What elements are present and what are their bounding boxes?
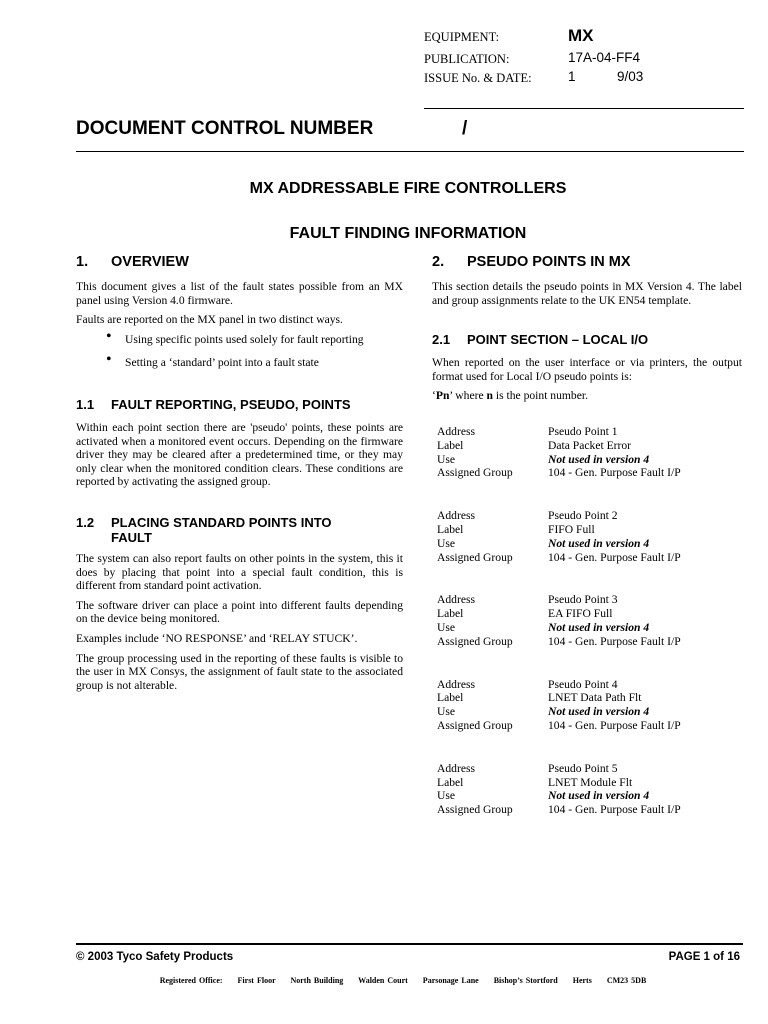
- field-label: Label: [437, 438, 464, 452]
- footer-copyright: © 2003 Tyco Safety Products: [76, 951, 234, 963]
- table-row: [432, 509, 681, 523]
- publication-label: PUBLICATION:: [424, 52, 510, 66]
- field-value: LNET Module Flt: [548, 775, 633, 789]
- table-row: [432, 537, 681, 551]
- field-label: Assigned Group: [437, 550, 513, 564]
- field-value: 104 - Gen. Purpose Fault I/P: [548, 718, 681, 732]
- field-label: Label: [437, 775, 464, 789]
- field-value: Pseudo Point 3: [548, 593, 618, 607]
- field-label: Use: [437, 705, 456, 719]
- pseudo-point-table: [432, 425, 681, 480]
- overview-paragraph-1: This document gives a list of the fault states possible from an MX panel using Version 4.0 firmware.: [76, 280, 403, 307]
- output-format-line: [432, 389, 742, 403]
- section-number: 1.: [76, 254, 89, 270]
- bullet-icon: •: [106, 327, 112, 345]
- table-row: [432, 551, 681, 565]
- section-number: 2.1: [432, 332, 451, 348]
- field-value: Not used in version 4: [548, 789, 650, 803]
- overview-heading: [76, 254, 403, 270]
- equipment-value: MX: [568, 26, 594, 45]
- field-value: Not used in version 4: [548, 620, 650, 634]
- field-label: Use: [437, 536, 456, 550]
- section-title: OVERVIEW: [111, 254, 189, 270]
- table-row: [432, 593, 681, 607]
- issue-number: 1: [568, 69, 576, 84]
- section-title: POINT SECTION – LOCAL I/O: [467, 332, 649, 348]
- issue-date: 9/03: [617, 69, 644, 84]
- table-row: [432, 803, 681, 817]
- bullet-icon: •: [106, 351, 112, 369]
- field-value: LNET Data Path Flt: [548, 691, 642, 705]
- table-row: [432, 635, 681, 649]
- field-label: Assigned Group: [437, 634, 513, 648]
- field-label: Label: [437, 607, 464, 621]
- table-row: [432, 523, 681, 537]
- format-code: Pn: [435, 389, 450, 403]
- field-value: Not used in version 4: [548, 536, 650, 550]
- footer-page-number: PAGE 1 of 16: [668, 951, 740, 963]
- document-control-slash: /: [462, 118, 468, 139]
- table-row: [432, 439, 681, 453]
- field-label: Address: [437, 677, 475, 691]
- format-variable: n: [486, 389, 493, 403]
- field-value: Pseudo Point 4: [548, 677, 618, 691]
- overview-section: [76, 254, 403, 370]
- field-label: Use: [437, 620, 456, 634]
- list-item: [76, 351, 403, 370]
- left-column: [76, 254, 403, 692]
- section-title: PSEUDO POINTS IN MX: [467, 254, 631, 270]
- fault-methods-list: [76, 327, 403, 370]
- section-1-2-paragraph-1: The system can also report faults on other points in the system, this it does by placing that point into a special fault condition, this is different from standard point activation.: [76, 551, 403, 593]
- table-row: [432, 621, 681, 635]
- table-row: [432, 453, 681, 467]
- table-row: [432, 719, 681, 733]
- section-2-1: [432, 332, 742, 403]
- section-1-1-paragraph: Within each point section there are 'pseudo' points, these points are activated when a monitored event occurs. Depending on the firmware driver they may be cleared after a predetermined time, or they may only clear when the monitored condition clears. These conditions are reported by activating the assigned group.: [76, 420, 403, 489]
- format-quote-open: ‘: [432, 389, 436, 403]
- header-rule: [424, 108, 744, 109]
- table-row: [432, 789, 681, 803]
- section-1-2-heading: [76, 515, 403, 545]
- field-value: 104 - Gen. Purpose Fault I/P: [548, 634, 681, 648]
- field-label: Label: [437, 691, 464, 705]
- format-text: is the point number.: [492, 389, 588, 403]
- field-value: FIFO Full: [548, 522, 595, 536]
- field-label: Address: [437, 424, 475, 438]
- document-control-number: DOCUMENT CONTROL NUMBER: [76, 118, 374, 139]
- pseudo-point-table: [432, 509, 681, 564]
- overview-paragraph-2: Faults are reported on the MX panel in two distinct ways.: [76, 313, 343, 327]
- section-1-1-heading: [76, 397, 403, 412]
- field-value: Not used in version 4: [548, 705, 650, 719]
- section-1-2-paragraph-4: The group processing used in the reporting of these faults is visible to the user in MX Consys, the assignment of fault state to the associated group is not alterable.: [76, 651, 403, 692]
- section-2-1-paragraph: When reported on the user interface or via printers, the output format used for Local I/O pseudo points is:: [432, 356, 742, 383]
- section-2-heading: [432, 254, 742, 270]
- field-label: Use: [437, 789, 456, 803]
- section-2-1-heading: [432, 332, 742, 347]
- table-row: [432, 607, 681, 621]
- field-value: Pseudo Point 2: [548, 509, 618, 523]
- section-1-2-paragraph-3: Examples include ‘NO RESPONSE’ and ‘RELAY STUCK’.: [76, 631, 358, 645]
- field-value: Data Packet Error: [548, 438, 632, 452]
- right-column: [432, 254, 742, 817]
- pseudo-point-table: [432, 762, 681, 817]
- table-row: [432, 705, 681, 719]
- field-label: Assigned Group: [437, 718, 513, 732]
- field-label: Address: [437, 509, 475, 523]
- field-value: EA FIFO Full: [548, 607, 613, 621]
- footer-registered-office: Registered Office: First Floor North Building Walden Court Parsonage Lane Bishop’s Stortford Herts CM23 5DB: [159, 976, 647, 985]
- field-label: Assigned Group: [437, 803, 513, 817]
- field-value: 104 - Gen. Purpose Fault I/P: [548, 466, 681, 480]
- field-value: Not used in version 4: [548, 452, 650, 466]
- table-row: [432, 425, 681, 439]
- field-label: Label: [437, 522, 464, 536]
- field-label: Use: [437, 452, 456, 466]
- section-title-continued: FAULT: [111, 529, 152, 545]
- pseudo-point-list: [432, 425, 742, 817]
- field-value: 104 - Gen. Purpose Fault I/P: [548, 550, 681, 564]
- publication-value: 17A-04-FF4: [568, 50, 641, 65]
- field-value: Pseudo Point 5: [548, 761, 618, 775]
- footer-rule: [76, 943, 743, 945]
- document-title: MX ADDRESSABLE FIRE CONTROLLERS: [249, 180, 567, 197]
- document-subtitle: FAULT FINDING INFORMATION: [289, 225, 527, 242]
- section-number: 2.: [432, 254, 445, 270]
- table-row: [432, 466, 681, 480]
- field-value: 104 - Gen. Purpose Fault I/P: [548, 803, 681, 817]
- section-title: FAULT REPORTING, PSEUDO, POINTS: [111, 396, 351, 412]
- format-text: ’ where: [449, 389, 487, 403]
- table-row: [432, 776, 681, 790]
- section-number: 1.2: [76, 514, 95, 530]
- field-label: Assigned Group: [437, 466, 513, 480]
- list-item-text: Setting a ‘standard’ point into a fault state: [125, 356, 319, 370]
- field-label: Address: [437, 593, 475, 607]
- field-value: Pseudo Point 1: [548, 424, 618, 438]
- section-number: 1.1: [76, 396, 95, 412]
- title-rule: [76, 151, 744, 152]
- table-row: [432, 678, 681, 692]
- list-item-text: Using specific points used solely for fault reporting: [125, 332, 364, 346]
- section-1-1: [76, 397, 403, 489]
- section-2: [432, 254, 742, 307]
- table-row: [432, 762, 681, 776]
- issue-label: ISSUE No. & DATE:: [424, 71, 532, 85]
- section-1-2-paragraph-2: The software driver can place a point into different faults depending on the device being monitored.: [76, 598, 403, 626]
- pseudo-point-table: [432, 593, 681, 648]
- table-row: [432, 691, 681, 705]
- pseudo-point-table: [432, 678, 681, 733]
- section-1-2: [76, 515, 403, 692]
- field-label: Address: [437, 761, 475, 775]
- section-title: PLACING STANDARD POINTS INTO: [111, 514, 332, 530]
- equipment-label: EQUIPMENT:: [424, 30, 500, 44]
- section-2-paragraph: This section details the pseudo points in MX Version 4. The label and group assignments relate to the UK EN54 template.: [432, 280, 742, 307]
- list-item: [76, 327, 403, 347]
